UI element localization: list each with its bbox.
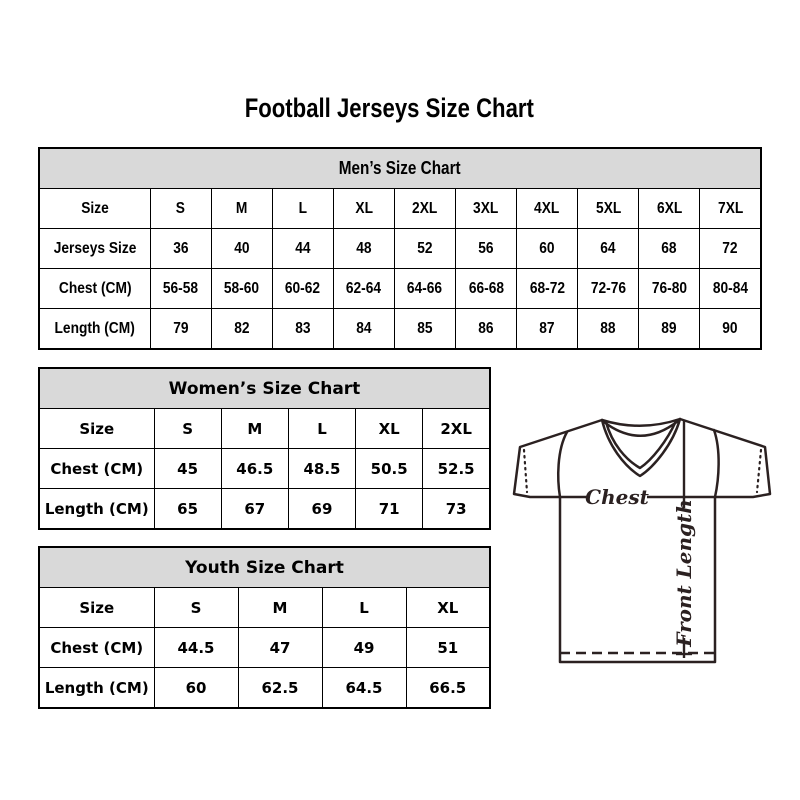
- cell: Length (CM): [39, 489, 154, 530]
- cell: 51: [406, 628, 490, 668]
- cell: 50.5: [356, 449, 423, 489]
- cell: M: [238, 588, 322, 628]
- jersey-left-armhole: [558, 432, 567, 497]
- mens-row-length: [39, 309, 761, 350]
- jersey-left-cuff-dotted-line: [524, 450, 527, 492]
- cell: 84: [333, 309, 394, 350]
- mens-row-jerseys-size: [39, 229, 761, 269]
- womens-table-title: Women’s Size Chart: [39, 368, 490, 409]
- cell: 60: [517, 229, 578, 269]
- cell: 60: [154, 668, 238, 709]
- cell: 80-84: [700, 269, 761, 309]
- mens-size-table: [38, 147, 762, 350]
- cell: Size: [39, 588, 154, 628]
- cell: 56-58: [150, 269, 211, 309]
- cell: 64.5: [322, 668, 406, 709]
- cell: Chest (CM): [39, 449, 154, 489]
- cell: 44: [272, 229, 333, 269]
- jersey-diagram: [495, 405, 795, 675]
- cell: L: [322, 588, 406, 628]
- cell: 45: [154, 449, 221, 489]
- cell: 68: [639, 229, 700, 269]
- cell: 47: [238, 628, 322, 668]
- cell: 52.5: [423, 449, 490, 489]
- cell: 82: [211, 309, 272, 350]
- cell: XL: [356, 409, 423, 449]
- cell: Size: [39, 189, 150, 229]
- cell: S: [154, 588, 238, 628]
- cell: 71: [356, 489, 423, 530]
- cell: 85: [394, 309, 455, 350]
- cell: 68-72: [517, 269, 578, 309]
- cell: Length (CM): [39, 309, 150, 350]
- cell: L: [272, 189, 333, 229]
- cell: 56: [455, 229, 516, 269]
- cell: 69: [288, 489, 355, 530]
- womens-size-table: [38, 367, 491, 530]
- womens-row-chest: [39, 449, 490, 489]
- mens-table-title: Men’s Size Chart: [39, 148, 761, 189]
- cell: 66.5: [406, 668, 490, 709]
- cell: 48.5: [288, 449, 355, 489]
- mens-row-size: [39, 189, 761, 229]
- womens-row-length: [39, 489, 490, 530]
- youth-table-title: Youth Size Chart: [39, 547, 490, 588]
- cell: 66-68: [455, 269, 516, 309]
- cell: 72: [700, 229, 761, 269]
- cell: M: [221, 409, 288, 449]
- youth-row-length: [39, 668, 490, 709]
- cell: 86: [455, 309, 516, 350]
- cell: 72-76: [578, 269, 639, 309]
- cell: Size: [39, 409, 154, 449]
- front-length-label: Front Length: [672, 499, 696, 647]
- jersey-right-cuff-dotted-line: [757, 450, 761, 492]
- cell: 65: [154, 489, 221, 530]
- cell: 76-80: [639, 269, 700, 309]
- cell: 62.5: [238, 668, 322, 709]
- chest-label: Chest: [585, 485, 649, 509]
- cell: XL: [333, 189, 394, 229]
- youth-size-table: [38, 546, 491, 709]
- cell: 88: [578, 309, 639, 350]
- cell: L: [288, 409, 355, 449]
- cell: 73: [423, 489, 490, 530]
- cell: S: [150, 189, 211, 229]
- cell: 5XL: [578, 189, 639, 229]
- cell: 89: [639, 309, 700, 350]
- cell: 87: [517, 309, 578, 350]
- cell: M: [211, 189, 272, 229]
- jersey-right-sleeve-outline: [680, 419, 770, 497]
- jersey-collar-back-arc: [602, 419, 680, 426]
- youth-row-chest: [39, 628, 490, 668]
- cell: 36: [150, 229, 211, 269]
- cell: 4XL: [517, 189, 578, 229]
- mens-table-header-row: [39, 148, 761, 189]
- cell: 46.5: [221, 449, 288, 489]
- cell: 2XL: [394, 189, 455, 229]
- cell: 67: [221, 489, 288, 530]
- cell: 64: [578, 229, 639, 269]
- mens-row-chest: [39, 269, 761, 309]
- cell: Chest (CM): [39, 269, 150, 309]
- cell: Jerseys Size: [39, 229, 150, 269]
- cell: 49: [322, 628, 406, 668]
- page-title: [0, 93, 778, 124]
- cell: 60-62: [272, 269, 333, 309]
- cell: 58-60: [211, 269, 272, 309]
- page-title-text: Football Jerseys Size Chart: [244, 93, 534, 123]
- cell: 62-64: [333, 269, 394, 309]
- cell: 83: [272, 309, 333, 350]
- womens-table-header-row: [39, 368, 490, 409]
- cell: 64-66: [394, 269, 455, 309]
- womens-row-size: [39, 409, 490, 449]
- youth-row-size: [39, 588, 490, 628]
- cell: 90: [700, 309, 761, 350]
- cell: XL: [406, 588, 490, 628]
- cell: 3XL: [455, 189, 516, 229]
- cell: 40: [211, 229, 272, 269]
- cell: 2XL: [423, 409, 490, 449]
- cell: S: [154, 409, 221, 449]
- cell: 52: [394, 229, 455, 269]
- cell: 48: [333, 229, 394, 269]
- cell: 7XL: [700, 189, 761, 229]
- youth-table-header-row: [39, 547, 490, 588]
- cell: 79: [150, 309, 211, 350]
- cell: Length (CM): [39, 668, 154, 709]
- cell: 6XL: [639, 189, 700, 229]
- jersey-right-armhole: [714, 430, 719, 497]
- cell: Chest (CM): [39, 628, 154, 668]
- cell: 44.5: [154, 628, 238, 668]
